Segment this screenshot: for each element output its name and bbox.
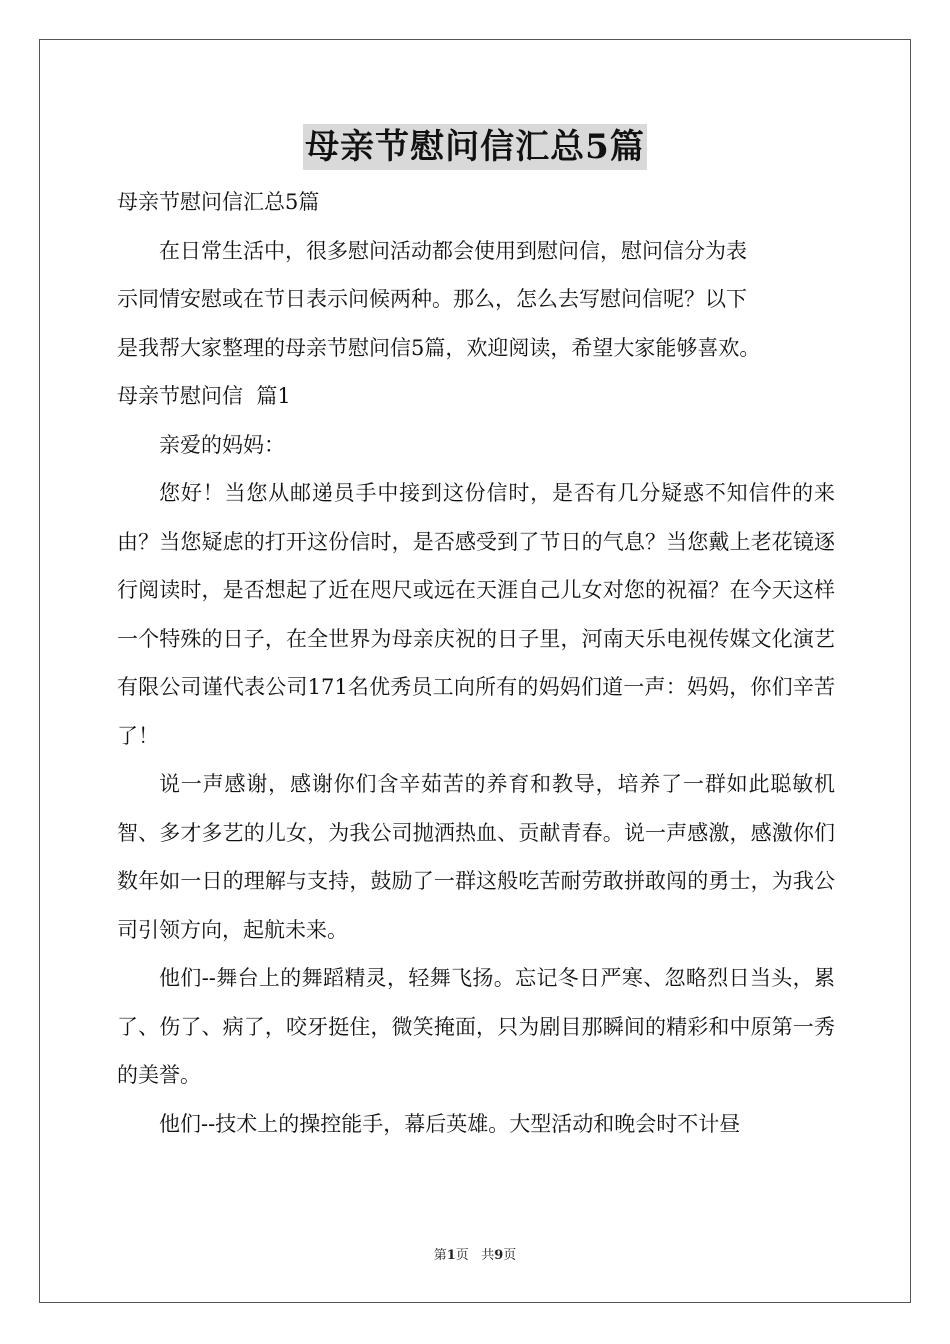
subtitle: 母亲节慰问信汇总5篇 [117, 190, 320, 214]
footer-suffix: 页 [503, 1248, 517, 1263]
document-body [117, 178, 835, 1148]
intro-line-1: 在日常生活中，很多慰问活动都会使用到慰问信，慰问信分为表 [159, 238, 747, 263]
page-footer [0, 1244, 950, 1263]
section-heading: 母亲节慰问信 篇1 [117, 384, 291, 408]
footer-mid: 页 共 [455, 1248, 495, 1263]
salutation: 亲爱的妈妈： [159, 432, 285, 457]
intro-line-3: 是我帮大家整理的母亲节慰问信5篇，欢迎阅读，希望大家能够喜欢。 [117, 335, 761, 360]
paragraph-1: 您好！当您从邮递员手中接到这份信时，是否有几分疑惑不知信件的来由？当您疑虑的打开这份信时，是否感受到了节日的气息？当您戴上老花镜逐行阅读时，是否想起了近在咫尺或远在天涯自己儿女对您的祝福？在今天这样一个特殊的日子，在全世界为母亲庆祝的日子里，河南天乐电视传媒文化演艺有限公司谨代表公司171名优秀员工向所有的妈妈们道一声：妈妈，你们辛苦了！ [117, 481, 835, 748]
paragraph-2: 说一声感谢，感谢你们含辛茹苦的养育和教导，培养了一群如此聪敏机智、多才多艺的儿女，为我公司抛洒热血、贡献青春。说一声感激，感激你们数年如一日的理解与支持，鼓励了一群这般吃苦耐劳敢拼敢闯的勇士，为我公司引领方向，起航未来。 [117, 772, 835, 942]
footer-total-pages: 9 [494, 1248, 504, 1263]
footer-prefix: 第 [433, 1248, 447, 1263]
paragraph-4: 他们--技术上的操控能手，幕后英雄。大型活动和晚会时不计昼 [159, 1111, 741, 1136]
footer-page-number: 1 [446, 1248, 456, 1263]
paragraph-3: 他们--舞台上的舞蹈精灵，轻舞飞扬。忘记冬日严寒、忽略烈日当头，累了、伤了、病了，咬牙挺住，微笑掩面，只为剧目那瞬间的精彩和中原第一秀的美誉。 [117, 966, 835, 1087]
document-title: 母亲节慰问信汇总5篇 [303, 124, 647, 170]
intro-line-2: 示同情安慰或在节日表示问候两种。那么，怎么去写慰问信呢？以下 [117, 287, 747, 311]
title-wrap [0, 124, 950, 170]
